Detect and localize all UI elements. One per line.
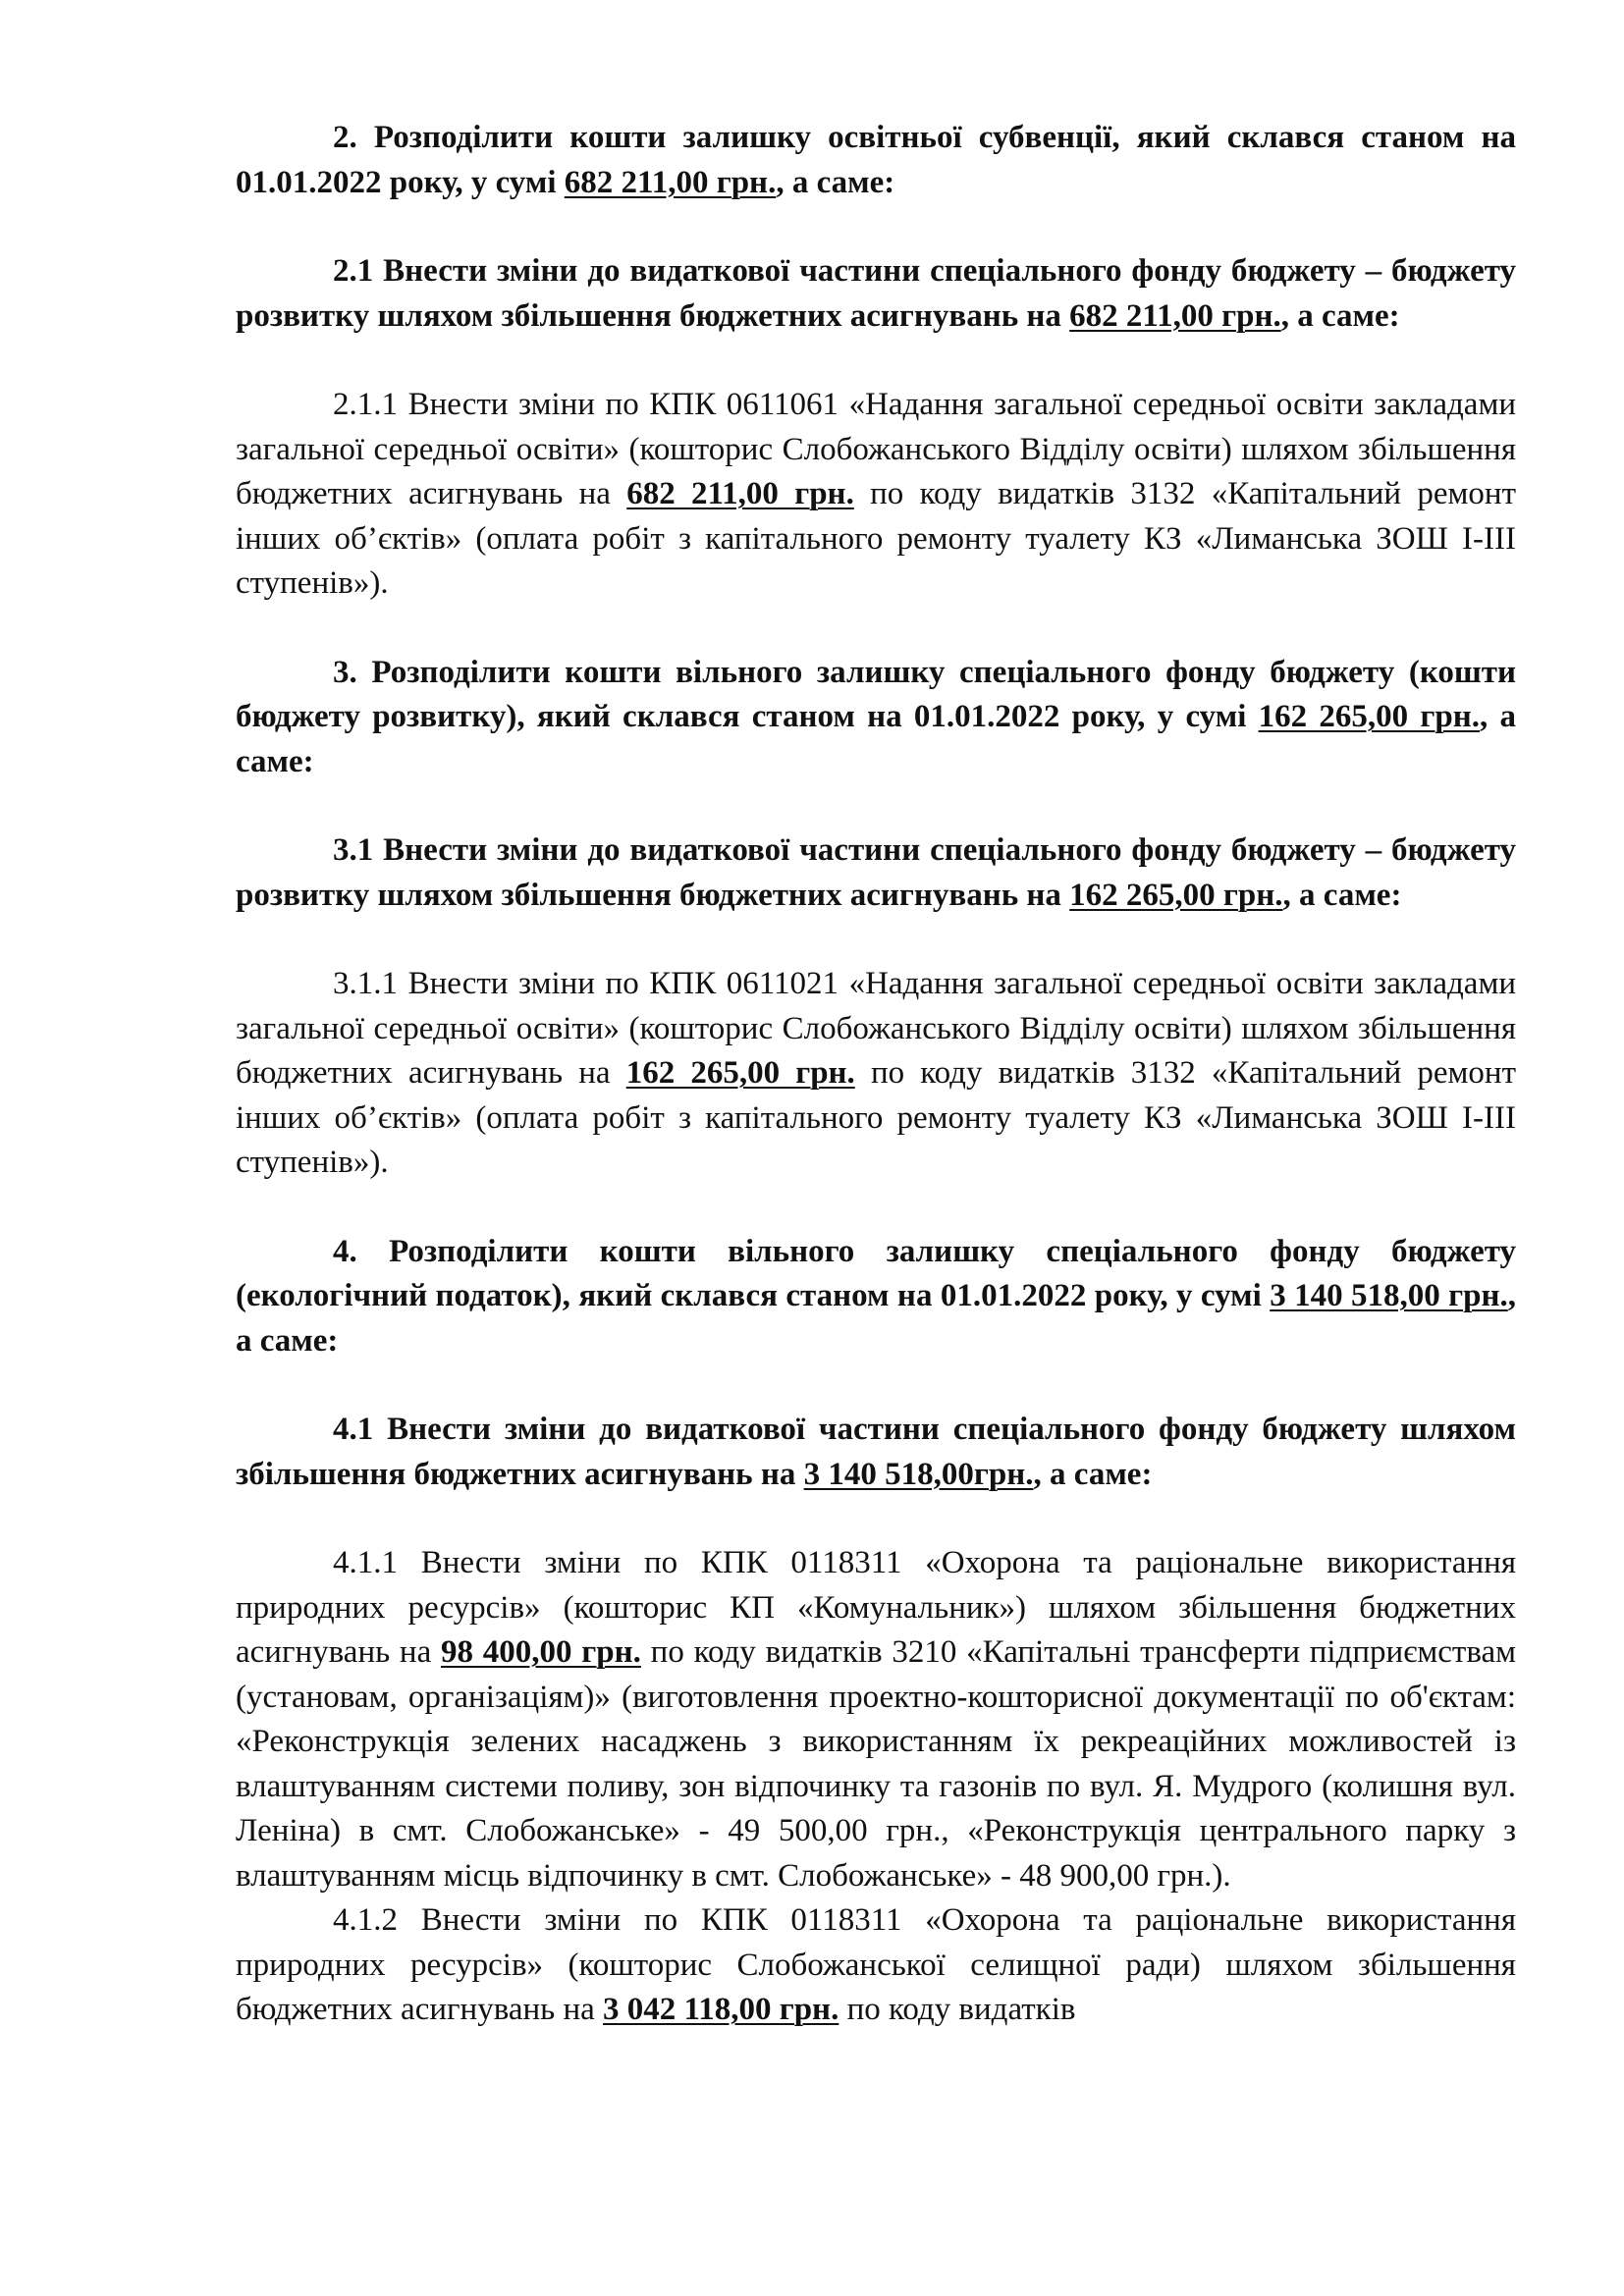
paragraph-4-1-2-text: 4.1.2 Внести зміни по КПК 0118311 «Охорона та раціональне використання природних ресурсів» (кошторис Слобожанської селищної ради) шляхом збільшення бюджетних асигнувань на xyxy=(236,1902,1516,2027)
paragraph-3-1-text: 3.1 Внести зміни до видаткової частини спеціального фонду бюджету – бюджету розвитку шляхом збільшення бюджетних асигнувань на xyxy=(236,832,1516,913)
paragraph-4 xyxy=(236,1230,1516,1364)
paragraph-4-tail: , а саме: xyxy=(236,1278,1516,1359)
paragraph-3-amount: 162 265,00 грн. xyxy=(1258,699,1480,734)
paragraph-2-tail: , а саме: xyxy=(776,164,895,200)
paragraph-2-1 xyxy=(236,249,1516,339)
paragraph-4-1-2 xyxy=(236,1898,1516,2033)
paragraph-2-1-1 xyxy=(236,383,1516,607)
paragraph-3-text: 3. Розподілити кошти вільного залишку спеціального фонду бюджету (кошти бюджету розвитку), який склався станом на 01.01.2022 року, у сумі xyxy=(236,654,1516,734)
paragraph-2-text: 2. Розподілити кошти залишку освітньої субвенції, який склався станом на 01.01.2022 року, у сумі xyxy=(236,120,1516,200)
paragraph-2-1-amount: 682 211,00 грн. xyxy=(1069,297,1281,334)
paragraph-2-amount: 682 211,00 грн. xyxy=(564,164,777,200)
paragraph-2-1-text: 2.1 Внести зміни до видаткової частини спеціального фонду бюджету – бюджету розвитку шляхом збільшення бюджетних асигнувань на xyxy=(236,253,1516,334)
paragraph-2-1-tail: , а саме: xyxy=(1280,297,1400,334)
paragraph-3-1-1-text: 3.1.1 Внести зміни по КПК 0611021 «Надання загальної середньої освіти закладами загальної середньої освіти» (кошторис Слобожанського Відділу освіти) шляхом збільшення бюджетних асигнувань на xyxy=(236,966,1516,1091)
paragraph-4-1-2-tail: по коду видатків xyxy=(839,1992,1076,2027)
paragraph-4-1-1-text: 4.1.1 Внести зміни по КПК 0118311 «Охорона та раціональне використання природних ресурсів» (кошторис КП «Комунальник») шляхом збільшення бюджетних асигнувань на xyxy=(236,1545,1516,1670)
paragraph-3-1-1-tail: по коду видатків 3132 «Капітальний ремонт інших об’єктів» (оплата робіт з капітального ремонту туалету КЗ «Лиманська ЗОШ І-ІІІ ступенів»). xyxy=(236,1055,1516,1180)
paragraph-2 xyxy=(236,116,1516,205)
paragraph-4-1-2-amount: 3 042 118,00 грн. xyxy=(603,1992,839,2027)
paragraph-3-tail: , а саме: xyxy=(236,699,1516,779)
paragraph-3-1-tail: , а саме: xyxy=(1282,877,1402,913)
paragraph-2-1-1-tail: по коду видатків 3132 «Капітальний ремонт інших об’єктів» (оплата робіт з капітального ремонту туалету КЗ «Лиманська ЗОШ І-ІІІ ступенів»). xyxy=(236,476,1517,601)
paragraph-2-1-1-amount: 682 211,00 грн. xyxy=(626,476,854,511)
paragraph-4-amount: 3 140 518,00 грн. xyxy=(1270,1278,1508,1313)
paragraph-3-1-1 xyxy=(236,962,1516,1186)
paragraph-3-1-1-amount: 162 265,00 грн. xyxy=(625,1055,855,1091)
paragraph-4-1-amount: 3 140 518,00грн. xyxy=(803,1456,1034,1492)
paragraph-4-1-tail: , а саме: xyxy=(1033,1456,1153,1492)
paragraph-3 xyxy=(236,651,1516,785)
paragraph-4-1-text: 4.1 Внести зміни до видаткової частини спеціального фонду бюджету шляхом збільшення бюджетних асигнувань на xyxy=(236,1412,1516,1492)
paragraph-3-1 xyxy=(236,828,1516,918)
paragraph-4-1-1-tail: по коду видатків 3210 «Капітальні трансферти підприємствам (установам, організаціям)» (виготовлення проектно-кошторисної документації по об'єктам: «Реконструкція зелених насаджень з використанням їх рекреаційних можливостей із влаштуванням системи поливу, зон відпочинку та газонів по вул. Я. Мудрого (колишня вул. Леніна) в смт. Слобожанське» - 49 500,00 грн., «Реконструкція центрального парку з влаштуванням місць відпочинку в смт. Слобожанське» - 48 900,00 грн.). xyxy=(236,1634,1516,1894)
document-page xyxy=(236,116,1516,2033)
paragraph-3-1-amount: 162 265,00 грн. xyxy=(1069,877,1283,913)
paragraph-4-1 xyxy=(236,1408,1516,1497)
paragraph-4-text: 4. Розподілити кошти вільного залишку спеціального фонду бюджету (екологічний податок), який склався станом на 01.01.2022 року, у сумі xyxy=(236,1233,1516,1313)
paragraph-4-1-1-amount: 98 400,00 грн. xyxy=(441,1634,641,1670)
paragraph-4-1-1 xyxy=(236,1541,1516,1898)
paragraph-2-1-1-text: 2.1.1 Внести зміни по КПК 0611061 «Надання загальної середньої освіти закладами загальної середньої освіти» (кошторис Слобожанського Відділу освіти) шляхом збільшення бюджетних асигнувань на xyxy=(236,387,1516,511)
